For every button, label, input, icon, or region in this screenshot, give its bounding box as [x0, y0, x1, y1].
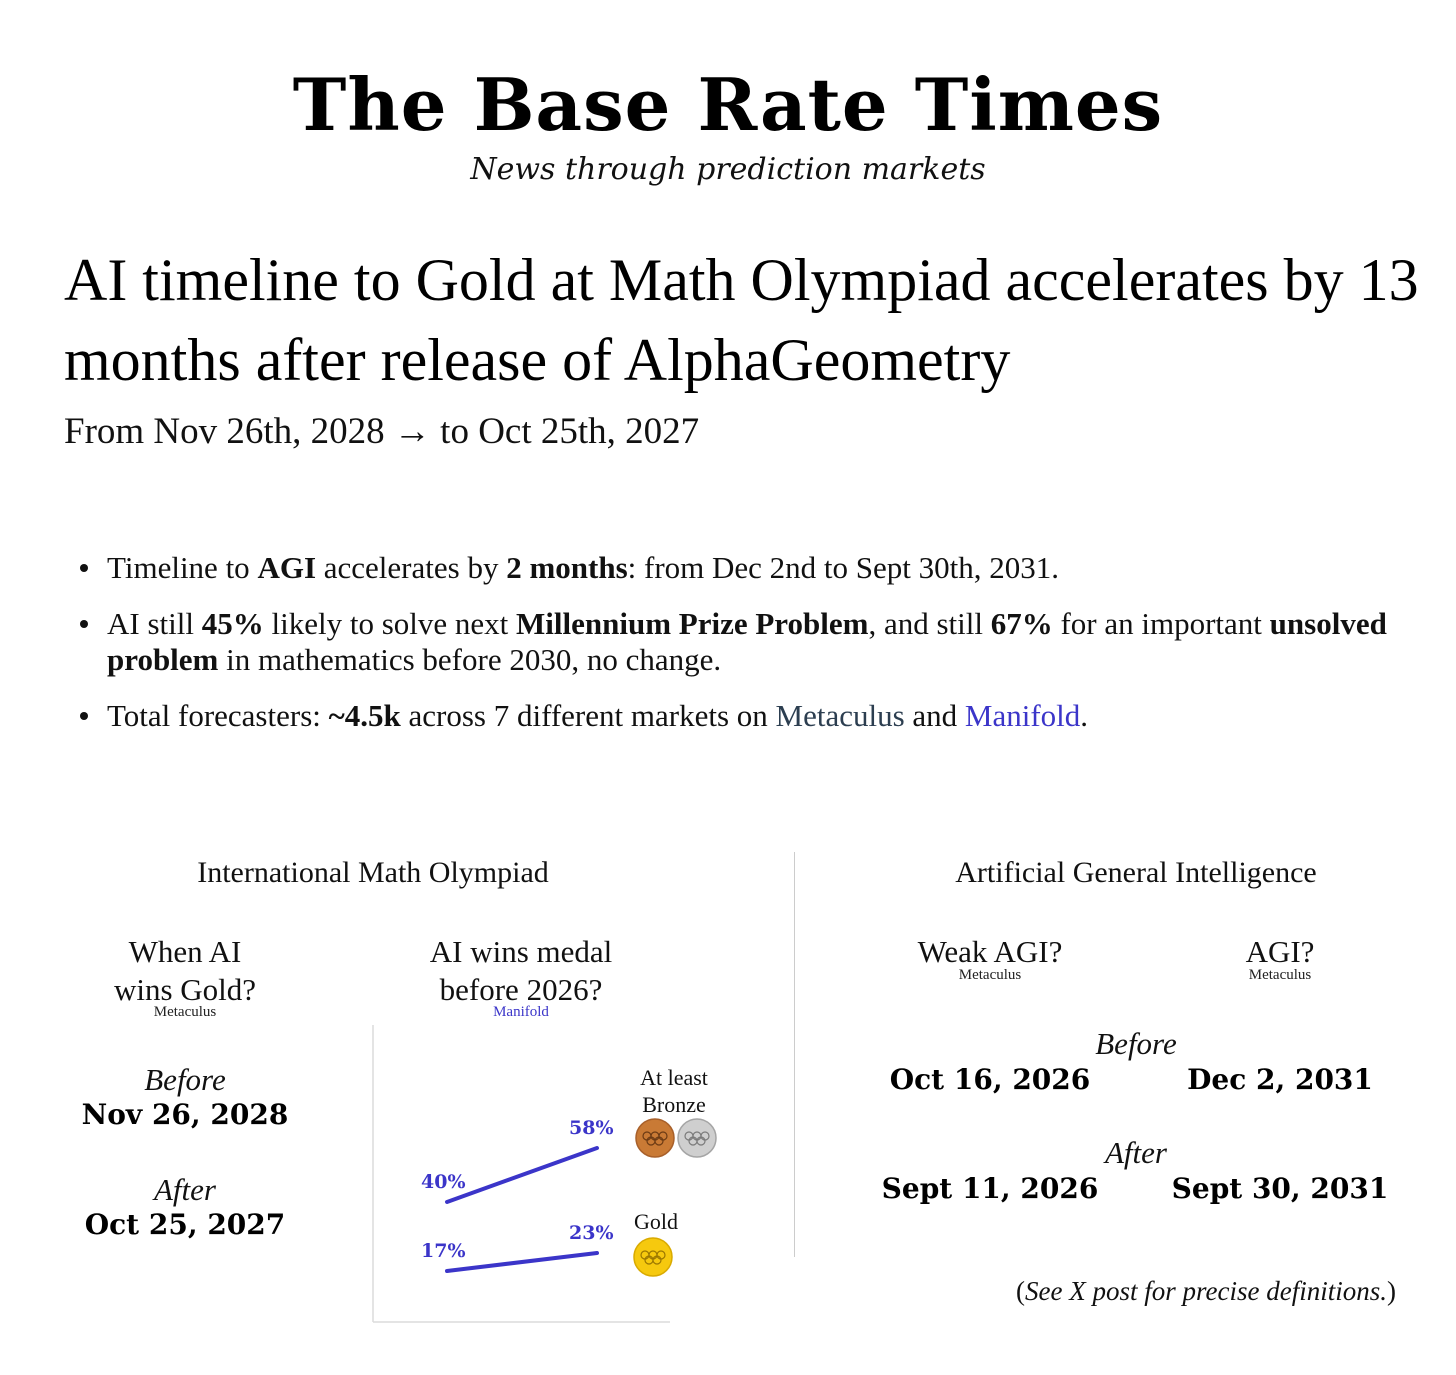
- bullet-text: .: [1080, 698, 1089, 733]
- agi-after-label: After: [1105, 1135, 1167, 1170]
- footnote-paren: (: [1016, 1276, 1026, 1306]
- imo-section-title: International Math Olympiad: [197, 856, 549, 889]
- manifold-link[interactable]: Manifold: [964, 698, 1081, 733]
- masthead-tagline: News through prediction markets: [470, 152, 986, 187]
- agi-after-date: Sept 30, 2031: [1171, 1172, 1389, 1205]
- footnote-paren: ): [1387, 1276, 1396, 1306]
- bullet-text: likely to solve next: [263, 606, 517, 641]
- bullet-text: and: [904, 698, 965, 733]
- bullet-text: , and still: [868, 606, 991, 641]
- bullet-text: accelerates by: [316, 550, 507, 585]
- medal-question-source: Manifold: [493, 1004, 549, 1020]
- legend-gold-label: Gold: [634, 1209, 678, 1234]
- bullet-bold: 2 months: [506, 550, 628, 585]
- bullet-text: Timeline to: [107, 550, 258, 585]
- bullet-bold: 45%: [201, 606, 264, 641]
- data-label: 40%: [421, 1171, 466, 1193]
- agi-before-label: Before: [1095, 1026, 1177, 1061]
- bullet-list: [107, 550, 1407, 754]
- silver-medal-icon: [678, 1119, 716, 1157]
- legend-bronze-line: Bronze: [642, 1092, 706, 1117]
- weak-agi-after-date: Sept 11, 2026: [881, 1172, 1099, 1205]
- masthead-title: The Base Rate Times: [292, 62, 1164, 147]
- gold-medal-icon: [634, 1238, 672, 1276]
- data-label: 23%: [569, 1222, 614, 1244]
- medal-question: [380, 933, 662, 1009]
- bullet-bold: unsolved problem: [107, 606, 1387, 677]
- agi-source: Metaculus: [1248, 967, 1312, 983]
- imo-before-label: Before: [144, 1062, 226, 1097]
- bullet-text: in mathematics before 2030, no change.: [218, 642, 722, 677]
- footnote-text: See X post for precise definitions.: [1025, 1276, 1387, 1306]
- bullet-forecasters: [107, 698, 1407, 734]
- weak-agi-question: Weak AGI?: [917, 934, 1063, 969]
- gold-question-line: When AI: [128, 934, 242, 969]
- data-label: 58%: [569, 1117, 614, 1139]
- agi-question: AGI?: [1245, 934, 1315, 969]
- section-divider: [794, 852, 795, 1257]
- bullet-bold: Millennium Prize Problem: [516, 606, 869, 641]
- imo-after-label: After: [154, 1172, 216, 1207]
- weak-agi-before-date: Oct 16, 2026: [889, 1063, 1091, 1096]
- headline: AI timeline to Gold at Math Olympiad accelerates by 13 months after release of AlphaGeometry: [64, 247, 1419, 393]
- bullet-text: across 7 different markets on: [400, 698, 776, 733]
- bullet-text: Total forecasters:: [107, 698, 329, 733]
- bronze-medal-icon: [636, 1119, 674, 1157]
- data-label: 17%: [421, 1240, 466, 1262]
- agi-section-title: Artificial General Intelligence: [955, 856, 1317, 889]
- bullet-bold: 67%: [990, 606, 1053, 641]
- series-line-bronze: [447, 1148, 597, 1202]
- bullet-text: for an important: [1052, 606, 1270, 641]
- imo-after-date: Oct 25, 2027: [84, 1208, 286, 1241]
- bullet-agi-timeline: [107, 550, 1407, 586]
- gold-question-source: Metaculus: [153, 1004, 217, 1020]
- footnote: [1016, 1276, 1396, 1307]
- series-line-gold: [447, 1253, 597, 1271]
- bullet-bold: AGI: [257, 550, 317, 585]
- bullet-millennium: [107, 606, 1407, 678]
- medal-question-line: AI wins medal: [429, 934, 613, 969]
- legend-bronze-line: At least: [640, 1065, 708, 1090]
- legend-bronze-label: [624, 1064, 724, 1118]
- medal-question-line: before 2026?: [439, 972, 603, 1007]
- gold-question-line: wins Gold?: [113, 972, 257, 1007]
- bullet-text: : from Dec 2nd to Sept 30th, 2031.: [627, 550, 1060, 585]
- metaculus-link[interactable]: Metaculus: [775, 698, 905, 733]
- subheadline: From Nov 26th, 2028 → to Oct 25th, 2027: [64, 411, 700, 452]
- gold-question: [60, 933, 310, 1009]
- agi-before-date: Dec 2, 2031: [1187, 1063, 1373, 1096]
- weak-agi-source: Metaculus: [958, 967, 1022, 983]
- imo-before-date: Nov 26, 2028: [81, 1098, 289, 1131]
- bullet-bold: ~4.5k: [328, 698, 401, 733]
- bullet-text: AI still: [107, 606, 202, 641]
